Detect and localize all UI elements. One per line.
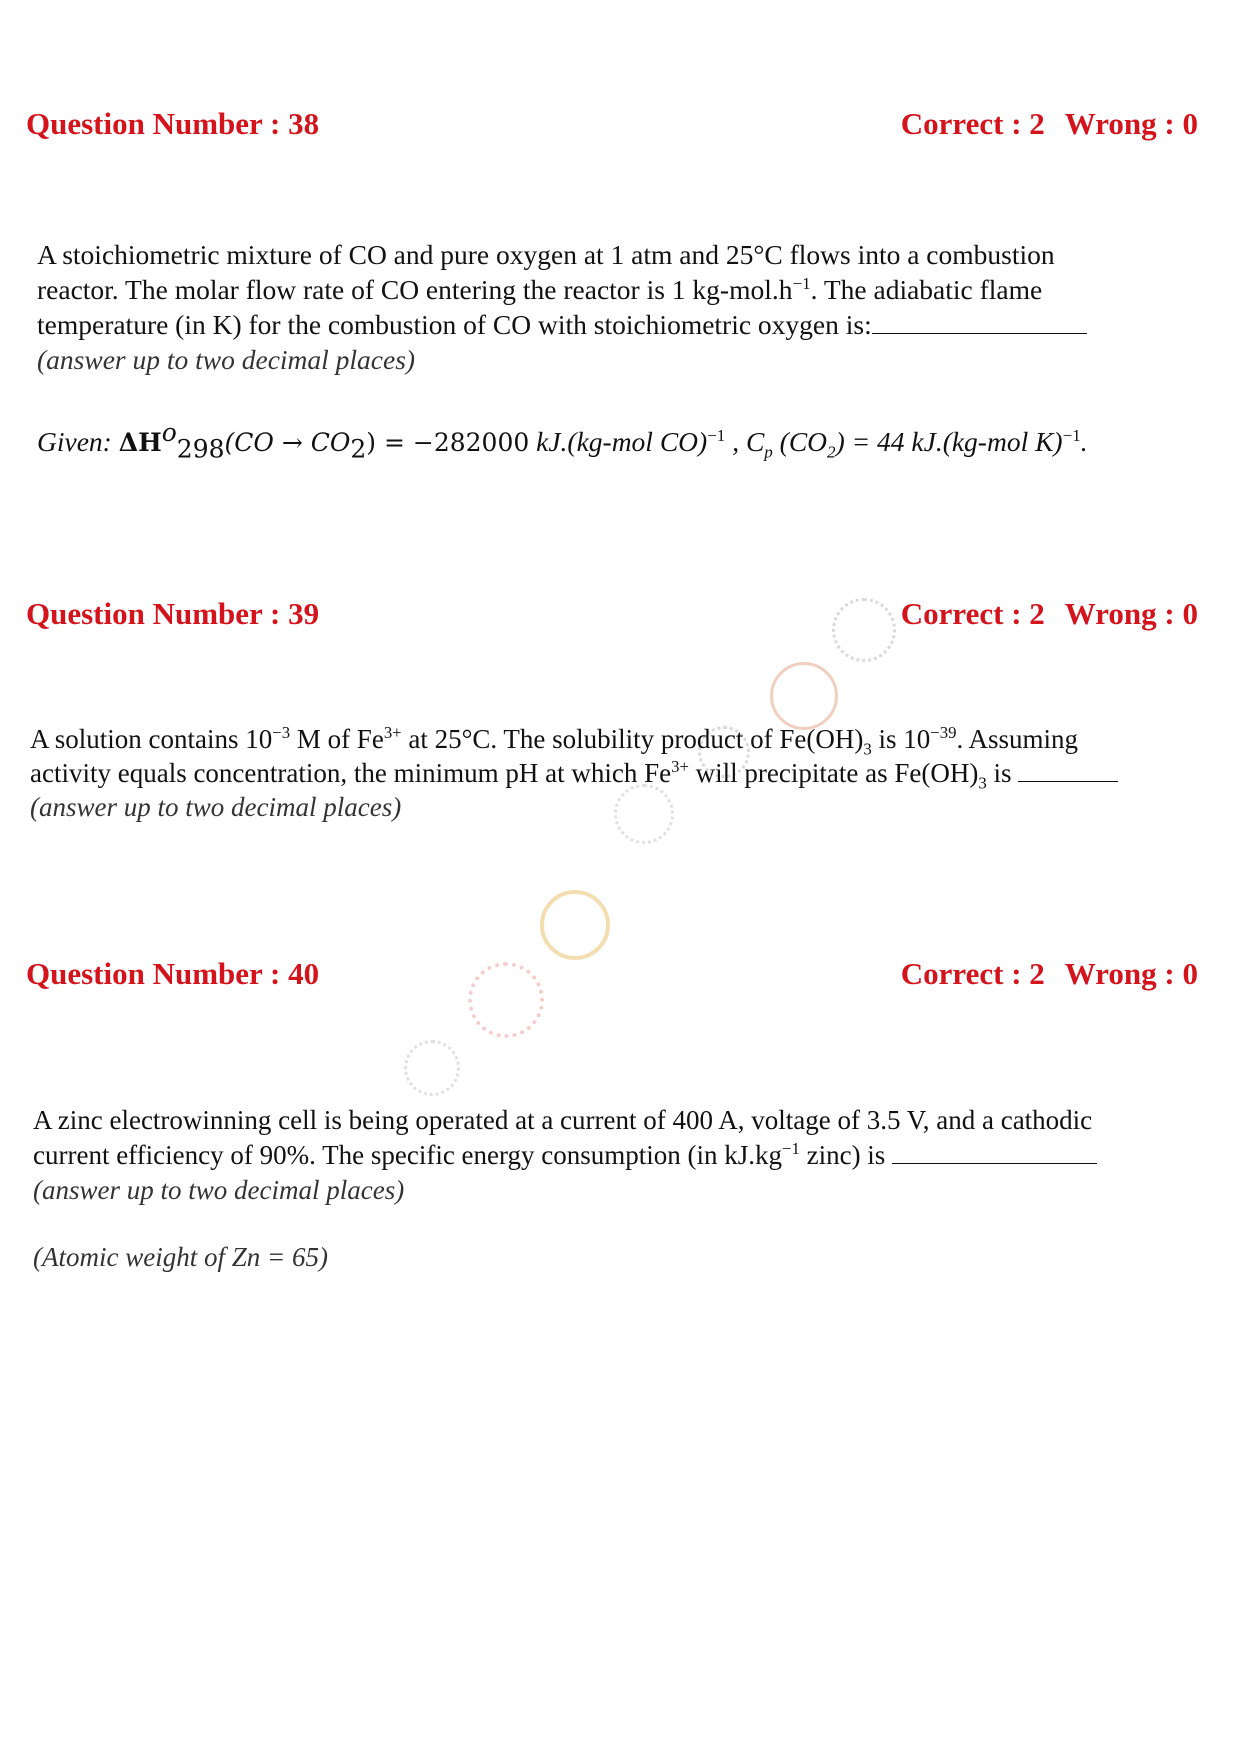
watermark-seal — [404, 1040, 460, 1096]
watermark-seal — [540, 890, 610, 960]
answer-blank[interactable] — [892, 1141, 1097, 1164]
question-line: reactor. The molar flow rate of CO entering the reactor is 1 $kg-mol.h^{-1}$. The adiabatic flame — [37, 273, 1043, 305]
answer-hint: (answer up to two decimal places) — [33, 1175, 405, 1205]
watermark-seal — [770, 662, 838, 730]
question-38-header — [26, 106, 1198, 142]
question-39-text — [30, 722, 1210, 824]
question-39-header — [26, 596, 1198, 632]
question-number: Question Number : 39 — [26, 596, 320, 631]
question-line: current efficiency of 90%. The specific energy consumption (in $kJ.kg^{-1}$ zinc) is — [33, 1138, 1213, 1173]
correct-marks: Correct : 2 — [900, 106, 1045, 141]
question-40-text — [33, 1103, 1213, 1208]
atomic-weight-note: (Atomic weight of Zn = 65) — [33, 1242, 328, 1272]
question-40-header — [26, 956, 1198, 992]
answer-blank[interactable] — [1018, 759, 1118, 782]
wrong-marks: Wrong : 0 — [1064, 956, 1198, 991]
question-number: Question Number : 40 — [26, 956, 320, 991]
wrong-marks: Wrong : 0 — [1064, 596, 1198, 631]
question-number: Question Number : 38 — [26, 106, 320, 141]
question-line: temperature (in K) for the combustion of CO with stoichiometric oxygen is: — [37, 307, 1207, 342]
score — [901, 596, 1198, 632]
correct-marks: Correct : 2 — [900, 596, 1045, 631]
correct-marks: Correct : 2 — [900, 956, 1045, 991]
question-line: A solution contains $10^{-3}$ M of $Fe^{3+}$ at 25°C. The solubility product of $Fe(OH)_3$ is $10^{-39}$. Assuming — [30, 723, 1078, 759]
given-data: Given: $\Delta H^o_{298}(CO \to CO_2) = -282000$ kJ.(kg-mol CO)$^{-1}$ , $C_p$ $(CO_2) = 44$ kJ.(kg-mol K)$^{-1}$. — [37, 417, 1088, 464]
question-line: activity equals concentration, the minimum pH at which $Fe^{3+}$ will precipitate as $Fe(OH)_3$ is — [30, 756, 1210, 790]
question-38-text — [37, 237, 1207, 377]
answer-hint: (answer up to two decimal places) — [37, 344, 416, 375]
wrong-marks: Wrong : 0 — [1064, 106, 1198, 141]
question-line: A stoichiometric mixture of CO and pure oxygen at 1 atm and 25°C flows into a combustion — [37, 239, 1055, 270]
question-line: A zinc electrowinning cell is being operated at a current of 400 A, voltage of 3.5 V, and a cathodic — [33, 1105, 1093, 1135]
score — [901, 956, 1198, 992]
score — [901, 106, 1198, 142]
answer-hint: (answer up to two decimal places) — [30, 792, 402, 822]
answer-blank[interactable] — [872, 311, 1087, 334]
